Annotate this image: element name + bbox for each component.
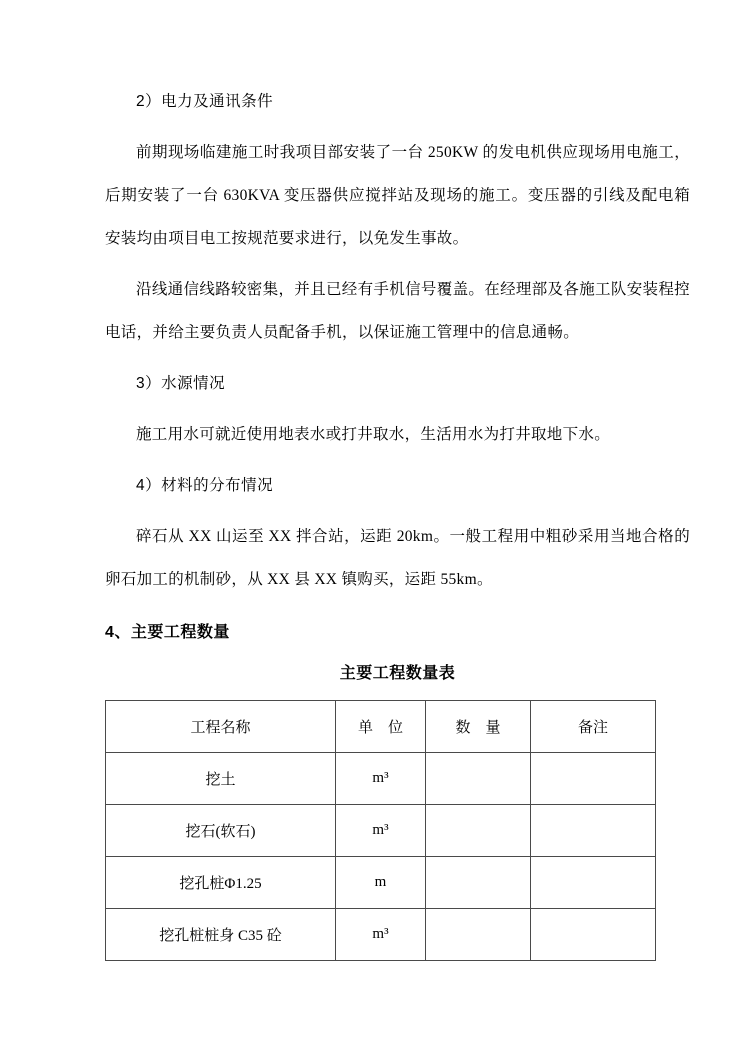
cell-note bbox=[531, 909, 656, 961]
cell-note bbox=[531, 753, 656, 805]
cell-unit: m³ bbox=[336, 805, 426, 857]
table-title: 主要工程数量表 bbox=[339, 665, 456, 682]
para-comm: 沿线通信线路较密集，并且已经有手机信号覆盖。在经理部及各施工队安装程控电话，并给主要负责人员配备手机，以保证施工管理中的信息通畅。 bbox=[105, 281, 690, 341]
heading-power-comm: 2）电力及通讯条件 bbox=[136, 93, 274, 110]
cell-unit: m bbox=[336, 857, 426, 909]
header-cell-project-name: 工程名称 bbox=[106, 701, 336, 753]
heading-water: 3）水源情况 bbox=[136, 375, 226, 392]
header-cell-note: 备注 bbox=[531, 701, 656, 753]
cell-project-name: 挖孔桩桩身 C35 砼 bbox=[106, 909, 336, 961]
cell-note bbox=[531, 805, 656, 857]
table-row-pile-concrete bbox=[106, 909, 656, 961]
quantity-table bbox=[105, 700, 656, 961]
header-cell-quantity: 数 量 bbox=[426, 701, 531, 753]
cell-note bbox=[531, 857, 656, 909]
cell-quantity bbox=[426, 753, 531, 805]
cell-project-name: 挖孔桩Φ1.25 bbox=[106, 857, 336, 909]
para-materials: 碎石从 XX 山运至 XX 拌合站，运距 20km。一般工程用中粗砂采用当地合格的卵石加工的机制砂，从 XX 县 XX 镇购买，运距 55km。 bbox=[105, 528, 690, 588]
cell-quantity bbox=[426, 857, 531, 909]
cell-unit: m³ bbox=[336, 753, 426, 805]
heading-materials: 4）材料的分布情况 bbox=[136, 477, 274, 494]
header-cell-unit: 单 位 bbox=[336, 701, 426, 753]
table-row-excavate-rock bbox=[106, 805, 656, 857]
table-row-excavate-soil bbox=[106, 753, 656, 805]
para-water: 施工用水可就近使用地表水或打井取水，生活用水为打井取地下水。 bbox=[136, 426, 611, 443]
cell-quantity bbox=[426, 909, 531, 961]
cell-unit: m³ bbox=[336, 909, 426, 961]
table-header-row bbox=[106, 701, 656, 753]
cell-project-name: 挖石(软石) bbox=[106, 805, 336, 857]
cell-project-name: 挖土 bbox=[106, 753, 336, 805]
table-row-bored-pile bbox=[106, 857, 656, 909]
para-power: 前期现场临建施工时我项目部安装了一台 250KW 的发电机供应现场用电施工，后期安装了一台 630KVA 变压器供应搅拌站及现场的施工。变压器的引线及配电箱安装均由项目电工按规范要求进行，以免发生事故。 bbox=[105, 144, 690, 247]
cell-quantity bbox=[426, 805, 531, 857]
section-heading-quantities: 4、主要工程数量 bbox=[105, 624, 230, 641]
